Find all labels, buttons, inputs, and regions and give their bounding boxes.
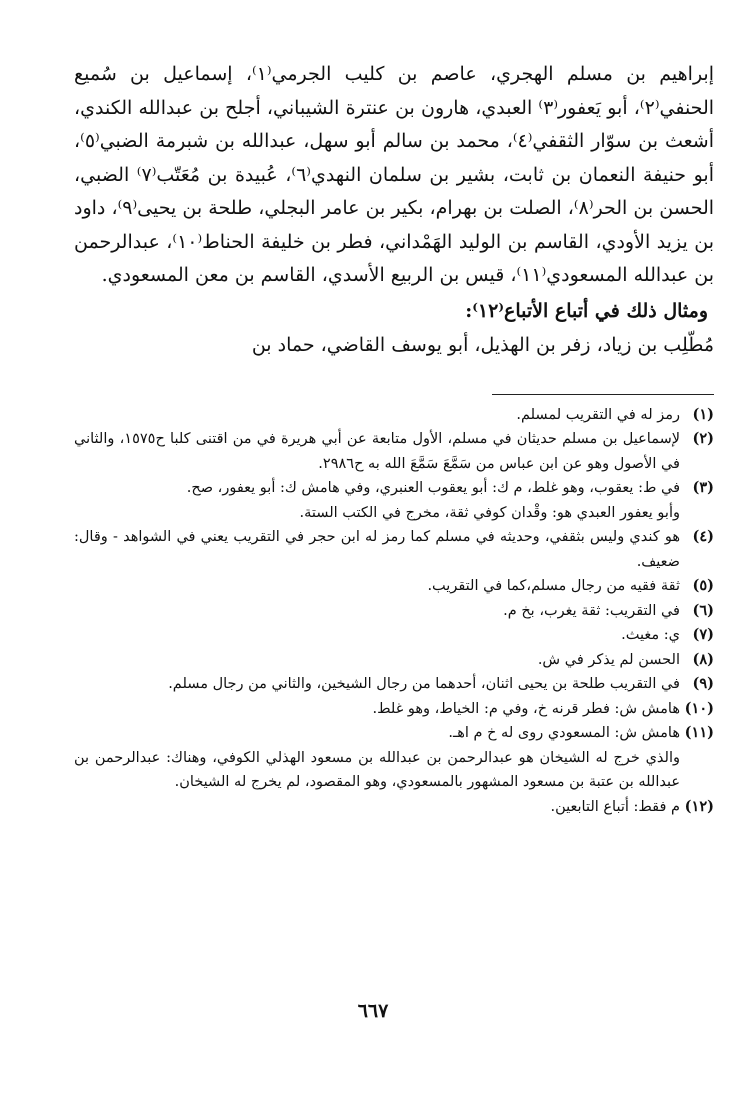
footnote-number: (١٠): [684, 699, 714, 717]
footnotes-list: [74, 403, 714, 820]
footnote-line: هو كندي وليس بثقفي، وحديثه في مسلم كما رمز له ابن حجر في التقريب يعني في الشواهد - وقال: ضعيف.: [74, 529, 680, 570]
footnote-number: (٥): [692, 577, 714, 594]
footnote-line: م فقط: أتباع التابعين.: [550, 798, 680, 815]
footnote-line: في التقريب طلحة بن يحيى اثنان، أحدهما من رجال الشيخين، والثاني من رجال مسلم.: [168, 676, 680, 692]
footnote-7: [74, 623, 714, 648]
footnote-1: [74, 403, 714, 428]
footnote-number: (٢): [692, 430, 714, 447]
footnote-divider: [492, 394, 714, 395]
footnote-line: في التقريب: ثقة يغرب، بخ م.: [503, 602, 680, 619]
footnote-3: [74, 476, 714, 525]
footnote-text: [74, 795, 680, 820]
section-heading: ومثال ذلك في أتباع الأتباع⁽١٢⁾:: [465, 299, 708, 322]
footnote-line: رمز له في التقريب لمسلم.: [516, 406, 680, 423]
footnote-text: [74, 672, 680, 697]
footnote-text: [74, 427, 680, 476]
footnote-number: (٣): [692, 479, 714, 496]
footnote-text: [74, 599, 680, 624]
footnote-10: [74, 697, 714, 722]
page-number: ٦٦٧: [357, 1000, 389, 1022]
footnote-number: (٩): [692, 675, 714, 692]
footnote-line: هامش ش: المسعودي روى له خ م اهـ.: [448, 725, 680, 741]
footnote-line: ثقة فقيه من رجال مسلم،كما في التقريب.: [427, 578, 680, 594]
footnote-11: [74, 721, 714, 795]
footnote-8: [74, 648, 714, 673]
footnote-text: [74, 623, 680, 648]
footnote-12: [74, 795, 714, 820]
footnote-line: ي: مغيث.: [621, 627, 680, 643]
footnote-line: لإسماعيل بن مسلم حديثان في مسلم، الأول متابعة عن أبي هريرة في من اقتنى كلبا ح١٥٧٥، والثاني في الأصول وهو عن ابن عباس من سَمَّعَ سَمَّعَ الله به ح٢٩٨٦.: [74, 431, 680, 472]
footnote-number: (١٢): [684, 797, 714, 815]
footnote-6: [74, 599, 714, 624]
footnote-text: [74, 721, 680, 795]
footnote-number: (٤): [692, 528, 714, 545]
footnote-number: (٨): [692, 650, 714, 668]
footnote-text: [74, 648, 680, 673]
footnote-number: (٦): [692, 601, 714, 619]
footnote-text: [74, 476, 680, 525]
footnote-text: [74, 697, 680, 722]
book-page: [74, 58, 714, 819]
footnote-4: [74, 525, 714, 574]
footnote-line: في ط: يعقوب، وهو غلط، م ك: أبو يعقوب العنبري، وفي هامش ك: أبو يعفور، صح.: [186, 480, 680, 496]
narrators-paragraph: إبراهيم بن مسلم الهجري، عاصم بن كليب الجرمي⁽١⁾، إسماعيل بن سُميع الحنفي⁽٢⁾، أبو يَعفور⁽٣⁾ العبدي، هارون بن عنترة الشيباني، أجلح بن عبدالله الكندي، أشعث بن سوّار الثقفي⁽٤⁾، محمد بن سالم أبو سهل، عبدالله بن شبرمة الضبي⁽٥⁾، أبو حنيفة النعمان بن ثابت، بشير بن سلمان النهدي⁽٦⁾، عُبيدة بن مُعَتّب⁽٧⁾ الضبي، الحسن بن الحر⁽٨⁾، الصلت بن بهرام، بكير بن عامر البجلي، طلحة بن يحيى⁽٩⁾، داود بن يزيد الأودي، القاسم بن الوليد الهَمْداني، فطر بن خليفة الحناط⁽١٠⁾، عبدالرحمن بن عبدالله المسعودي⁽١١⁾، قيس بن الربيع الأسدي، القاسم بن معن المسعودي.: [74, 63, 715, 286]
footnote-9: [74, 672, 714, 697]
footnote-text: [74, 525, 680, 574]
footnote-text: [74, 574, 680, 599]
continuation-line: مُطّلِب بن زياد، زفر بن الهذيل، أبو يوسف القاضي، حماد بن: [251, 333, 714, 356]
footnote-text: [74, 403, 680, 428]
footnote-line: هامش ش: فطر قرنه خ، وفي م: الخياط، وهو غلط.: [372, 700, 680, 717]
footnote-line: وأبو يعفور العبدي هو: وقْدان كوفي ثقة، مخرج في الكتب الستة.: [299, 504, 680, 521]
footnote-5: [74, 574, 714, 599]
footnote-2: [74, 427, 714, 476]
footnote-line: الحسن لم يذكر في ش.: [537, 651, 680, 668]
main-text: [74, 58, 714, 293]
footnote-number: (١١): [684, 724, 714, 741]
footnote-number: (١): [692, 405, 714, 423]
footnote-number: (٧): [692, 626, 714, 643]
footnote-line: والذي خرج له الشيخان هو عبدالرحمن بن عبدالله بن مسعود الهذلي الكوفي، وهناك: عبدالرحمن بن عبدالله بن عتبة بن مسعود المشهور بالمسعودي، وهو المقصود، لم يخرج له الشيخان.: [74, 749, 680, 790]
